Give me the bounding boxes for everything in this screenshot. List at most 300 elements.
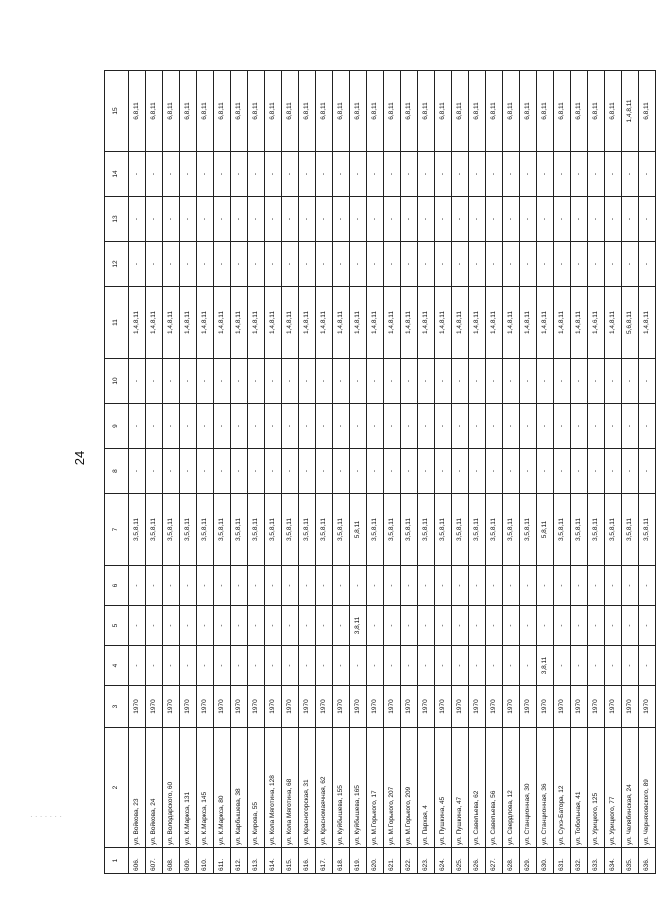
table-cell: - (452, 404, 469, 449)
table-cell: - (469, 449, 486, 494)
table-cell: - (469, 359, 486, 404)
address-cell: ул. Красногорская, 31 (299, 728, 316, 848)
header-row (105, 71, 129, 874)
table-cell: 1,4,8,11 (265, 287, 282, 359)
table-cell: 1970 (197, 686, 214, 728)
table-cell: 5,6,8,11 (622, 287, 639, 359)
table-cell: - (571, 197, 588, 242)
table-cell: - (129, 449, 146, 494)
table-cell: - (231, 566, 248, 606)
table-cell: - (401, 646, 418, 686)
table-row (622, 71, 639, 874)
table-cell: - (520, 197, 537, 242)
table-cell: - (622, 646, 639, 686)
table-cell: - (435, 606, 452, 646)
table-cell: 1970 (571, 686, 588, 728)
table-cell: - (486, 646, 503, 686)
table-cell: - (231, 152, 248, 197)
table-cell: - (503, 359, 520, 404)
table-cell: - (231, 404, 248, 449)
table-cell: - (588, 566, 605, 606)
address-cell: ул. Кирова, 55 (248, 728, 265, 848)
table-cell: 612. (231, 848, 248, 874)
column-header: 11 (105, 287, 129, 359)
table-cell: - (520, 242, 537, 287)
table-cell: - (367, 606, 384, 646)
table-cell: 3,5,8,11 (554, 494, 571, 566)
table-cell: 1,4,8,11 (333, 287, 350, 359)
table-row (452, 71, 469, 874)
column-header: 9 (105, 404, 129, 449)
table-cell: - (571, 359, 588, 404)
address-cell: ул. Пушкина, 45 (435, 728, 452, 848)
table-cell: 3,5,8,11 (163, 494, 180, 566)
table-cell: 1970 (367, 686, 384, 728)
address-cell: ул. М.Горького, 17 (367, 728, 384, 848)
table-cell: - (554, 449, 571, 494)
table-cell: 1970 (452, 686, 469, 728)
table-cell: - (180, 449, 197, 494)
table-cell: - (384, 242, 401, 287)
table-cell: - (418, 606, 435, 646)
table-cell: 609. (180, 848, 197, 874)
table-cell: 3,5,8,11 (265, 494, 282, 566)
table-row (265, 71, 282, 874)
table-cell: - (265, 152, 282, 197)
table-cell: - (248, 359, 265, 404)
table-cell: - (605, 606, 622, 646)
table-cell: - (537, 606, 554, 646)
table-cell: - (435, 359, 452, 404)
table-cell: - (418, 404, 435, 449)
table-cell: - (367, 646, 384, 686)
table-cell: - (163, 404, 180, 449)
table-cell: - (503, 606, 520, 646)
table-row (605, 71, 622, 874)
table-cell: 606. (129, 848, 146, 874)
table-cell: - (163, 566, 180, 606)
table-cell: 3,5,8,11 (486, 494, 503, 566)
table-cell: - (180, 606, 197, 646)
table-cell: 6,8,11 (367, 71, 384, 152)
table-cell: 3,5,8,11 (418, 494, 435, 566)
table-cell: - (163, 197, 180, 242)
table-cell: 1,4,8,11 (469, 287, 486, 359)
table-row (180, 71, 197, 874)
table-cell: - (214, 197, 231, 242)
table-cell: - (384, 197, 401, 242)
table-cell: - (197, 404, 214, 449)
table-cell: 625. (452, 848, 469, 874)
table-cell: - (588, 404, 605, 449)
table-cell: - (622, 242, 639, 287)
table-cell: - (435, 242, 452, 287)
table-cell: - (282, 404, 299, 449)
table-cell: 619. (350, 848, 367, 874)
table-cell: - (622, 404, 639, 449)
table-cell: - (435, 197, 452, 242)
table-cell: - (384, 606, 401, 646)
page-number: 24 (72, 450, 87, 466)
table-cell: - (316, 152, 333, 197)
table-cell: - (299, 404, 316, 449)
table-cell: - (622, 197, 639, 242)
table-cell: - (605, 404, 622, 449)
column-header: 15 (105, 71, 129, 152)
column-header: 1 (105, 848, 129, 874)
rotated-table-container (104, 71, 650, 874)
table-cell: - (639, 197, 656, 242)
table-cell: - (622, 359, 639, 404)
table-cell: - (622, 449, 639, 494)
table-cell: - (469, 404, 486, 449)
column-header: 12 (105, 242, 129, 287)
column-header: 8 (105, 449, 129, 494)
table-row (486, 71, 503, 874)
table-cell: 3,5,8,11 (214, 494, 231, 566)
table-body (129, 71, 656, 874)
table-cell: 6,8,11 (316, 71, 333, 152)
table-cell: - (350, 449, 367, 494)
table-cell: - (333, 152, 350, 197)
table-cell: - (214, 359, 231, 404)
table-cell: - (197, 197, 214, 242)
table-cell: 1,4,8,11 (282, 287, 299, 359)
table-cell: - (571, 606, 588, 646)
table-row (401, 71, 418, 874)
table-cell: - (571, 646, 588, 686)
table-cell: - (129, 242, 146, 287)
table-cell: - (588, 606, 605, 646)
table-cell: - (248, 242, 265, 287)
table-cell: 1,4,8,11 (350, 287, 367, 359)
table-cell: 1970 (333, 686, 350, 728)
table-cell: - (435, 152, 452, 197)
table-cell: - (418, 646, 435, 686)
table-cell: 3,5,8,11 (639, 494, 656, 566)
table-cell: 1970 (469, 686, 486, 728)
table-cell: - (622, 152, 639, 197)
table-cell: - (520, 646, 537, 686)
table-cell: - (282, 606, 299, 646)
table-cell: - (299, 566, 316, 606)
table-cell: 1,4,8,11 (605, 287, 622, 359)
table-row (231, 71, 248, 874)
table-cell: - (605, 152, 622, 197)
table-cell: - (384, 566, 401, 606)
table-cell: - (214, 646, 231, 686)
table-cell: - (639, 646, 656, 686)
table-cell: - (588, 152, 605, 197)
table-cell: - (265, 242, 282, 287)
table-cell: - (146, 242, 163, 287)
table-cell: 6,8,11 (384, 71, 401, 152)
table-cell: - (367, 152, 384, 197)
table-cell: - (180, 152, 197, 197)
table-cell: - (197, 359, 214, 404)
table-cell: - (401, 359, 418, 404)
table-cell: - (639, 152, 656, 197)
address-cell: ул. Савельева, 62 (469, 728, 486, 848)
table-cell: 617. (316, 848, 333, 874)
table-cell: - (588, 242, 605, 287)
table-cell: - (639, 566, 656, 606)
table-cell: 3,8,11 (537, 646, 554, 686)
table-cell: - (248, 566, 265, 606)
table-cell: - (316, 449, 333, 494)
table-cell: - (350, 646, 367, 686)
table-cell: 611. (214, 848, 231, 874)
table-cell: - (350, 242, 367, 287)
table-cell: - (418, 449, 435, 494)
table-cell: 6,8,11 (537, 71, 554, 152)
table-cell: - (452, 606, 469, 646)
table-cell: - (469, 646, 486, 686)
table-cell: - (367, 359, 384, 404)
table-cell: - (129, 152, 146, 197)
table-cell: - (486, 606, 503, 646)
table-cell: - (231, 359, 248, 404)
column-header: 13 (105, 197, 129, 242)
table-cell: - (639, 404, 656, 449)
table-cell: - (333, 646, 350, 686)
table-cell: - (282, 566, 299, 606)
table-cell: 6,8,11 (418, 71, 435, 152)
table-cell: 3,5,8,11 (503, 494, 520, 566)
table-cell: - (282, 242, 299, 287)
table-cell: 3,5,8,11 (367, 494, 384, 566)
table-cell: 6,8,11 (588, 71, 605, 152)
address-cell: ул. Тобольная, 41 (571, 728, 588, 848)
table-cell: - (197, 566, 214, 606)
table-cell: 3,5,8,11 (299, 494, 316, 566)
table-cell: 6,8,11 (180, 71, 197, 152)
table-cell: - (129, 566, 146, 606)
table-cell: - (503, 449, 520, 494)
table-cell: 1,4,8,11 (316, 287, 333, 359)
table-row (214, 71, 231, 874)
table-cell: - (639, 242, 656, 287)
table-cell: 1970 (180, 686, 197, 728)
table-cell: 613. (248, 848, 265, 874)
table-cell: - (146, 404, 163, 449)
table-cell: - (180, 646, 197, 686)
table-cell: - (265, 197, 282, 242)
table-cell: - (418, 197, 435, 242)
table-cell: 1,4,8,11 (435, 287, 452, 359)
table-cell: 631. (554, 848, 571, 874)
table-cell: 1970 (605, 686, 622, 728)
table-cell: 608. (163, 848, 180, 874)
table-cell: 1970 (622, 686, 639, 728)
table-cell: - (316, 197, 333, 242)
table-cell: - (554, 646, 571, 686)
table-cell: 6,8,11 (520, 71, 537, 152)
table-cell: - (197, 152, 214, 197)
table-cell: - (401, 242, 418, 287)
table-cell: - (520, 566, 537, 606)
column-header: 4 (105, 646, 129, 686)
table-cell: 1970 (316, 686, 333, 728)
table-cell: 6,8,11 (146, 71, 163, 152)
table-cell: 3,5,8,11 (231, 494, 248, 566)
address-cell: ул. Сухэ-Батора, 12 (554, 728, 571, 848)
table-cell: 6,8,11 (282, 71, 299, 152)
table-cell: - (129, 404, 146, 449)
table-row (282, 71, 299, 874)
table-cell: - (163, 242, 180, 287)
table-cell: - (452, 646, 469, 686)
table-cell: - (231, 197, 248, 242)
table-cell: - (333, 566, 350, 606)
table-cell: 1,4,8,11 (503, 287, 520, 359)
table-cell: 1,4,8,11 (248, 287, 265, 359)
table-cell: 1,4,8,11 (180, 287, 197, 359)
table-row (639, 71, 656, 874)
column-header: 6 (105, 566, 129, 606)
table-cell: - (554, 566, 571, 606)
table-cell: - (469, 197, 486, 242)
column-header: 3 (105, 686, 129, 728)
table-cell: 1970 (486, 686, 503, 728)
table-cell: - (435, 566, 452, 606)
column-header: 14 (105, 152, 129, 197)
table-cell: 1970 (639, 686, 656, 728)
table-row (333, 71, 350, 874)
table-cell: - (520, 606, 537, 646)
address-cell: ул. Войкова, 24 (146, 728, 163, 848)
table-cell: - (163, 606, 180, 646)
table-cell: - (520, 449, 537, 494)
table-cell: - (333, 359, 350, 404)
table-cell: - (588, 646, 605, 686)
table-row (299, 71, 316, 874)
table-cell: - (503, 242, 520, 287)
table-cell: - (605, 359, 622, 404)
table-cell: 6,8,11 (639, 71, 656, 152)
table-cell: - (333, 606, 350, 646)
table-cell: - (384, 404, 401, 449)
table-cell: 3,5,8,11 (469, 494, 486, 566)
table-cell: 6,8,11 (571, 71, 588, 152)
table-row (129, 71, 146, 874)
table-cell: - (537, 566, 554, 606)
table-cell: - (367, 197, 384, 242)
table-cell: - (418, 242, 435, 287)
table-cell: - (197, 449, 214, 494)
table-cell: - (146, 197, 163, 242)
table-cell: - (265, 359, 282, 404)
table-cell: 3,5,8,11 (605, 494, 622, 566)
table-cell: - (503, 566, 520, 606)
table-cell: 3,5,8,11 (180, 494, 197, 566)
table-cell: 623. (418, 848, 435, 874)
table-cell: - (299, 152, 316, 197)
table-cell: - (146, 152, 163, 197)
table-cell: - (571, 152, 588, 197)
table-cell: - (537, 197, 554, 242)
table-row (384, 71, 401, 874)
table-cell: - (605, 646, 622, 686)
table-cell: 1970 (214, 686, 231, 728)
table-cell: - (350, 197, 367, 242)
table-cell: - (316, 359, 333, 404)
table-cell: - (180, 242, 197, 287)
column-header: 2 (105, 728, 129, 848)
address-cell: ул. Красномаячная, 62 (316, 728, 333, 848)
table-cell: - (367, 242, 384, 287)
table-row (146, 71, 163, 874)
table-cell: 3,5,8,11 (333, 494, 350, 566)
table-cell: - (163, 359, 180, 404)
table-cell: - (571, 566, 588, 606)
table-cell: - (231, 449, 248, 494)
table-cell: 1,4,8,11 (622, 71, 639, 152)
table-cell: - (282, 152, 299, 197)
table-cell: 1,4,8,11 (418, 287, 435, 359)
table-cell: - (299, 242, 316, 287)
table-row (197, 71, 214, 874)
table-cell: 3,5,8,11 (384, 494, 401, 566)
table-cell: - (571, 449, 588, 494)
table-cell: 6,8,11 (129, 71, 146, 152)
table-cell: 1970 (435, 686, 452, 728)
table-cell: - (316, 646, 333, 686)
table-row (316, 71, 333, 874)
table-cell: 6,8,11 (503, 71, 520, 152)
address-cell: ул. Черняховского, 89 (639, 728, 656, 848)
table-cell: - (605, 449, 622, 494)
table-cell: - (554, 404, 571, 449)
table-cell: 1,4,8,11 (163, 287, 180, 359)
table-cell: 1970 (265, 686, 282, 728)
table-cell: - (180, 566, 197, 606)
table-cell: - (486, 359, 503, 404)
address-cell: ул. Куйбышева, 155 (333, 728, 350, 848)
table-cell: 3,5,8,11 (146, 494, 163, 566)
table-cell: 1970 (129, 686, 146, 728)
table-cell: - (163, 449, 180, 494)
table-cell: - (333, 197, 350, 242)
table-cell: 1,4,8,11 (520, 287, 537, 359)
table-cell: - (554, 152, 571, 197)
address-cell: ул. Кола Мяготина, 68 (282, 728, 299, 848)
table-cell: - (248, 449, 265, 494)
table-cell: - (554, 606, 571, 646)
table-cell: - (384, 359, 401, 404)
table-cell: - (163, 646, 180, 686)
table-cell: - (384, 646, 401, 686)
table-cell: 1,4,8,11 (486, 287, 503, 359)
address-cell: ул. Володарского, 60 (163, 728, 180, 848)
table-cell: - (163, 152, 180, 197)
table-cell: 632. (571, 848, 588, 874)
table-cell: - (299, 606, 316, 646)
table-cell: 1970 (231, 686, 248, 728)
table-cell: - (571, 404, 588, 449)
table-cell: - (486, 242, 503, 287)
table-cell: - (146, 606, 163, 646)
table-cell: 3,5,8,11 (571, 494, 588, 566)
table-cell: 1,4,8,11 (146, 287, 163, 359)
address-cell: ул. Станционная, 30 (520, 728, 537, 848)
table-cell: - (469, 606, 486, 646)
table-cell: - (265, 606, 282, 646)
address-cell: ул. Савельева, 56 (486, 728, 503, 848)
table-cell: 5,8,11 (537, 494, 554, 566)
table-cell: 1,4,8,11 (197, 287, 214, 359)
table-cell: 634. (605, 848, 622, 874)
